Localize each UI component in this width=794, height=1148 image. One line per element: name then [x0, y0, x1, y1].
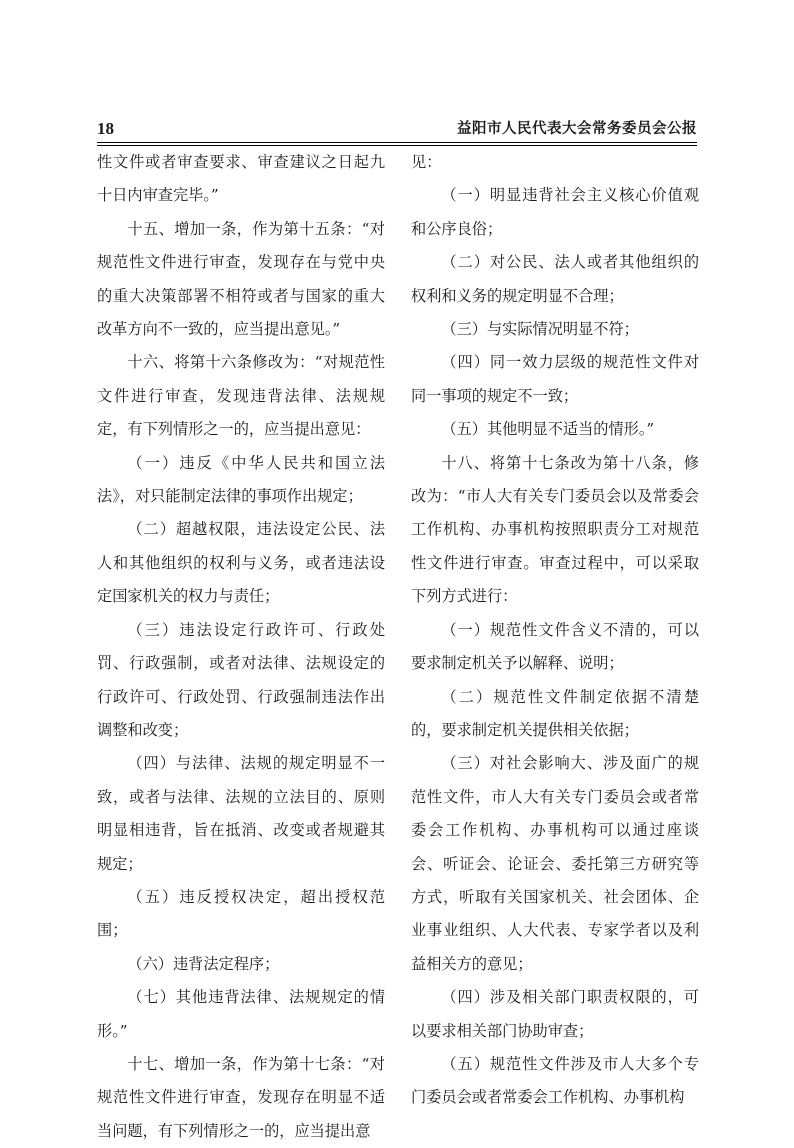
- right-column: [411, 146, 699, 1115]
- paragraph: （七）其他违背法律、法规规定的情形。”: [97, 988, 385, 1040]
- paragraph: 十八、将第十七条改为第十八条，修改为：“市人大有关专门委员会以及常委会工作机构、办事机构按照职责分工对规范性文件进行审查。审查过程中，可以采取下列方式进行：: [411, 453, 699, 606]
- paragraph: （二）规范性文件制定依据不清楚的，要求制定机关提供相关依据；: [411, 687, 699, 739]
- paragraph: （四）与法律、法规的规定明显不一致，或者与法律、法规的立法目的、原则明显相违背，旨在抵消、改变或者规避其规定；: [97, 754, 385, 873]
- paragraph: 十五、增加一条，作为第十五条：“对规范性文件进行审查，发现存在与党中央的重大决策部署不相符或者与国家的重大改革方向不一致的，应当提出意见。”: [97, 219, 385, 339]
- paragraph: （五）违反授权决定，超出授权范围；: [97, 887, 385, 940]
- paragraph: （二）超越权限，违法设定公民、法人和其他组织的权利与义务，或者违法设定国家机关的权力与责任；: [97, 520, 385, 606]
- paragraph: （四）同一效力层级的规范性文件对同一事项的规定不一致；: [411, 353, 699, 405]
- paragraph: （三）对社会影响大、涉及面广的规范性文件，市人大有关专门委员会或者常委会工作机构、办事机构可以通过座谈会、听证会、论证会、委托第三方研究等方式，听取有关国家机关、社会团体、企业事业组织、人大代表、专家学者以及利益相关方的意见；: [411, 754, 699, 973]
- paragraph: 见：: [411, 153, 442, 171]
- paragraph: （二）对公民、法人或者其他组织的权利和义务的规定明显不合理；: [411, 253, 699, 305]
- paragraph: （一）规范性文件含义不清的，可以要求制定机关予以解释、说明；: [411, 620, 699, 673]
- paragraph: （一）违反《中华人民共和国立法法》，对只能制定法律的事项作出规定；: [97, 453, 385, 506]
- paragraph: （六）违背法定程序；: [127, 954, 280, 973]
- paragraph: （三）与实际情况明显不符；: [441, 320, 639, 339]
- paragraph: 十六、将第十六条修改为：“对规范性文件进行审查，发现违背法律、法规规定，有下列情形之一的，应当提出意见：: [97, 353, 385, 439]
- page-number: 18: [97, 119, 114, 138]
- paragraph: （四）涉及相关部门职责权限的，可以要求相关部门协助审查；: [411, 988, 699, 1040]
- page-header: [97, 118, 697, 140]
- journal-title: 益阳市人民代表大会常务委员会公报: [457, 120, 697, 137]
- paragraph: （三）违法设定行政许可、行政处罚、行政强制，或者对法律、法规设定的行政许可、行政处罚、行政强制违法作出调整和改变；: [97, 620, 385, 739]
- paragraph: （五）其他明显不适当的情形。”: [441, 420, 655, 439]
- paragraph: （一）明显违背社会主义核心价值观和公序良俗；: [411, 186, 699, 238]
- paragraph: 性文件或者审查要求、审查建议之日起九十日内审查完毕。”: [97, 153, 385, 205]
- paragraph: 十七、增加一条，作为第十七条：“对规范性文件进行审查，发现存在明显不适当问题，有下列情形之一的，应当提出意: [97, 1054, 385, 1140]
- left-column: [97, 146, 385, 1148]
- paragraph: （五）规范性文件涉及市人大多个专门委员会或者常委会工作机构、办事机构: [411, 1054, 699, 1107]
